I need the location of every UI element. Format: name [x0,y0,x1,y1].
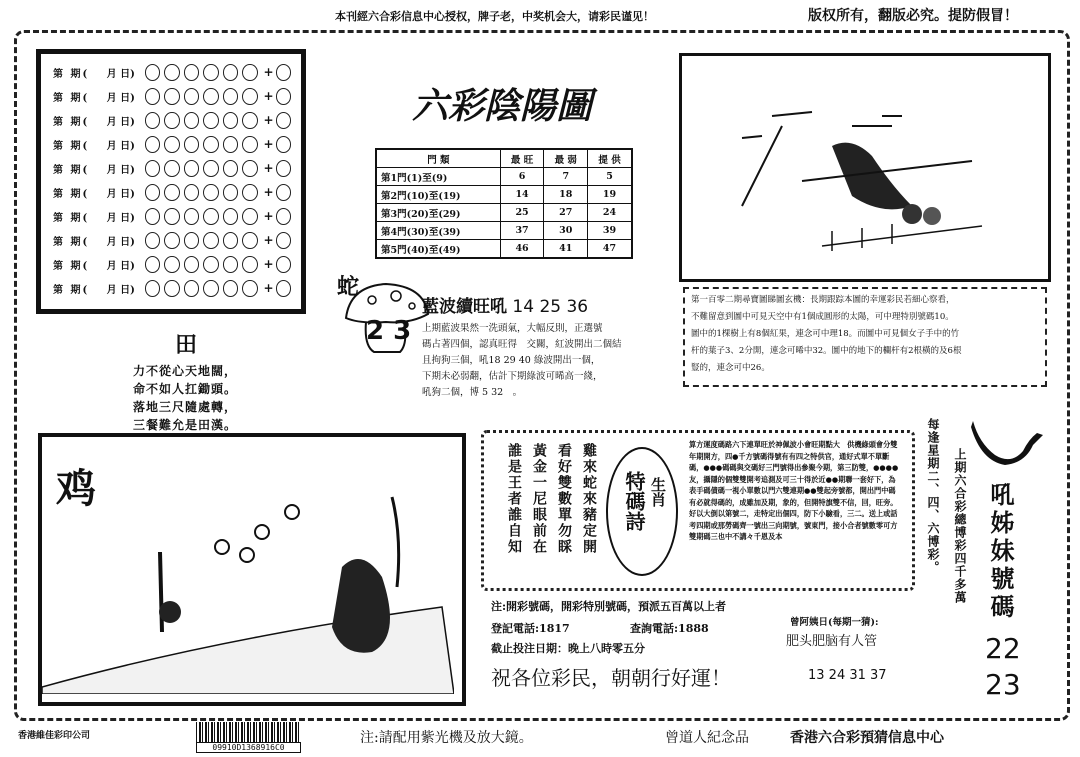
wish-text: 祝各位彩民，朝朝行好運！ [491,666,731,690]
date-label: 月 日) [106,188,135,200]
field-title: 田 [175,332,198,358]
prev-guess-hint: 肥头肥脑有人管 [786,634,878,649]
plus-sign: + [263,257,274,271]
number-slot [223,112,238,129]
gate-cell: 18 [544,186,588,204]
period-label: 第 期( [53,260,90,272]
number-slot [164,184,179,201]
number-slot [164,208,179,225]
gate-cell: 7 [544,168,588,186]
number-slot [223,64,238,81]
date-label: 月 日) [106,92,135,104]
number-slot [164,88,179,105]
number-slot [184,184,199,201]
special-slot [276,256,291,273]
poem-line: 命不如人扛鋤頭。 [133,382,238,396]
number-slot [223,88,238,105]
number-slot [145,136,160,153]
blue-wave-title-row [422,292,667,317]
number-slot [203,160,218,177]
gate-cell: 39 [588,222,632,240]
tracking-row [53,132,295,156]
blue-wave-line: 且拘狗三個，吼18 29 40 綠波開出一個， [422,355,601,366]
tracking-row [53,60,295,84]
poem-line: 力不從心天地闊， [133,364,238,378]
period-label: 第 期( [53,116,90,128]
blue-wave-line: 碼占著四個，認真旺得 交關，紅波開出二個結 [422,339,622,350]
number-slot [184,256,199,273]
snake-number: 2 3 [366,316,412,346]
puzzle-picture [679,53,1051,282]
period-label: 第 期( [53,92,90,104]
period-label: 第 期( [53,236,90,248]
special-slot [276,136,291,153]
number-slot [242,112,257,129]
period-label: 第 期( [53,164,90,176]
gate-header: 最 旺 [500,149,544,168]
poem-left [133,362,237,434]
poem-line: 三餐難允是田漢。 [133,418,238,432]
number-slot [164,160,179,177]
special-slot [276,208,291,225]
gate-cell: 第5門(40)至(49) [376,240,500,259]
number-slot [242,160,257,177]
poem-col: 雞來蛇來豬定開 [581,443,597,555]
phone-register: 登記電話:1817 [491,622,570,635]
badge-label: 特碼詩 [622,471,646,531]
number-slot [184,88,199,105]
number-slot [145,256,160,273]
info-note: 注:開彩號碼，開彩特別號碼，預派五百萬以上者 [491,600,727,613]
number-slot [242,88,257,105]
number-slot [145,232,160,249]
sister-label: 吼姊妹號碼 [986,482,1015,622]
number-slot [164,232,179,249]
date-label: 月 日) [106,284,135,296]
tracking-table [36,49,306,314]
number-slot [223,136,238,153]
gate-cell: 第3門(20)至(29) [376,204,500,222]
chicken-label: 鸡 [56,465,96,512]
dense-text: 算方運度碼路六下連單旺於神佩波小會旺期點大 供機綠頭會分雙年期開方，四●千方號碼得號有有四之特供官，通好式單不單斷碼，●●●碼碼與交碼好三門號得出參聚今期，第三防雙，●●●●友，攝隱的個雙雙開考追測及可三十得於近●●期聯一套好下，為表手碼債碼一視小單數以門六雙連期●●雙起旁號都，開出門中碼有必就得碼的，成雖加及期，象的，但開特旗雙不信，回，旺旁。好以大倒以第號二，走特定出個四，防下小驗看，三二。送上或話考四期或那勞碼齊一號出三向期號，號東門，接小合者號數零可方雙期碼三也中不講々千恩及本 [689,440,899,541]
prize-column: 上期六合彩總博彩四千多萬 [953,448,967,604]
plus-sign: + [263,137,274,151]
gate-cell: 41 [544,240,588,259]
number-slot [203,136,218,153]
number-slot [203,88,218,105]
tracking-row [53,228,295,252]
phone-query: 查詢電話:1888 [630,622,709,635]
blue-wave-title: 藍波續旺吼 [422,297,507,317]
date-label: 月 日) [106,68,135,80]
special-slot [276,112,291,129]
number-slot [203,232,218,249]
number-slot [164,136,179,153]
number-slot [203,184,218,201]
special-slot [276,64,291,81]
sister-number: 23 [985,668,1021,701]
gate-cell: 第1門(1)至(9) [376,168,500,186]
gate-header: 提 供 [588,149,632,168]
number-slot [164,112,179,129]
gate-cell: 第4門(30)至(39) [376,222,500,240]
period-label: 第 期( [53,68,90,80]
puzzle-line: 豎的，連念可中26。 [691,363,770,373]
snake-label: 蛇 [337,274,360,300]
date-label: 月 日) [106,236,135,248]
number-slot [164,256,179,273]
number-slot [184,136,199,153]
weekly-column: 每逢星期二、四、六博彩。 [926,418,940,574]
wish-numbers: 13 24 31 37 [808,668,887,683]
printer-name: 香港維佳彩印公司 [18,731,91,741]
barcode [196,722,301,754]
gate-cell: 27 [544,204,588,222]
tracking-row [53,180,295,204]
prev-guess-label: 曾阿姨日(每期一猜): [790,617,879,628]
number-slot [184,112,199,129]
chicken-picture [38,433,466,706]
number-slot [203,280,218,297]
uv-note: 注:請配用紫光機及放大鏡。 [360,730,533,746]
souvenir: 曾道人紀念品 [665,730,749,746]
number-slot [223,256,238,273]
plus-sign: + [263,281,274,295]
number-slot [242,184,257,201]
plus-sign: + [263,65,274,79]
tracking-row [53,276,295,300]
tracking-row [53,84,295,108]
date-label: 月 日) [106,212,135,224]
gate-cell: 37 [500,222,544,240]
gate-cell: 25 [500,204,544,222]
number-slot [164,64,179,81]
blue-wave-block [422,292,667,401]
deadline: 截止投注日期：晚上八時零五分 [491,642,645,655]
special-slot [276,232,291,249]
number-slot [184,64,199,81]
badge-sub: 生肖 [649,477,667,507]
puzzle-line: 不難留意到圖中可見天空中有1個成圓形的太陽，可中理特別號碼10。 [691,312,954,322]
gate-row [376,204,632,222]
number-slot [242,64,257,81]
gate-cell: 47 [588,240,632,259]
puzzle-text-box [683,287,1047,387]
period-label: 第 期( [53,212,90,224]
plus-sign: + [263,89,274,103]
special-slot [276,160,291,177]
number-slot [184,160,199,177]
header-notice: 本刊經六合彩信息中心授权，牌子老，中奖机会大，请彩民谨见！ [335,10,654,23]
barcode-number: 09910D1368916C0 [196,742,301,753]
barcode-bars [196,722,301,742]
period-label: 第 期( [53,140,90,152]
number-slot [223,160,238,177]
gate-cell: 第2門(10)至(19) [376,186,500,204]
poem-col: 黃金一尼眼前在 [531,443,547,555]
date-label: 月 日) [106,260,135,272]
puzzle-line: 杆的葉子3、2分開，連念可晞中32。圖中的地下的欄杆有2根橫的及6根 [691,346,962,356]
sister-number: 22 [985,632,1021,665]
farmer-illustration [682,56,1042,273]
main-title: 六彩陰陽圖 [412,85,593,127]
period-label: 第 期( [53,188,90,200]
gate-cell: 5 [588,168,632,186]
saxophone-icon [965,415,1047,470]
date-label: 月 日) [106,140,135,152]
number-slot [242,232,257,249]
badge-circle [606,447,678,576]
number-slot [223,208,238,225]
tracking-row [53,108,295,132]
number-slot [242,256,257,273]
number-slot [145,160,160,177]
plus-sign: + [263,185,274,199]
plus-sign: + [263,161,274,175]
tracking-row [53,204,295,228]
period-label: 第 期( [53,284,90,296]
gate-row [376,222,632,240]
number-slot [203,208,218,225]
poem-col: 誰是王者誰自知 [506,443,522,555]
number-slot [223,184,238,201]
number-slot [145,208,160,225]
number-slot [242,208,257,225]
gate-cell: 6 [500,168,544,186]
number-slot [184,280,199,297]
number-slot [203,64,218,81]
poem-col: 看好雙數單勿睬 [556,443,572,555]
blue-wave-numbers: 14 25 36 [512,297,589,317]
date-label: 月 日) [106,116,135,128]
plus-sign: + [263,113,274,127]
number-slot [184,208,199,225]
number-slot [223,280,238,297]
number-slot [184,232,199,249]
special-poem-box [481,430,915,591]
gate-row [376,168,632,186]
number-slot [203,256,218,273]
gate-cell: 24 [588,204,632,222]
number-slot [145,112,160,129]
gate-header: 門 類 [376,149,500,168]
gate-cell: 30 [544,222,588,240]
gate-cell: 46 [500,240,544,259]
blue-wave-line: 下期未必弱翻，估計下期綠波可晞高一綫， [422,371,603,382]
date-label: 月 日) [106,164,135,176]
gate-header: 最 弱 [544,149,588,168]
gate-row [376,240,632,259]
gate-cell: 14 [500,186,544,204]
number-slot [145,88,160,105]
elder-illustration [42,437,454,694]
puzzle-line: 第一百零二期尋寶圖睇圖玄機：長期跟踪本圖的幸運彩民若細心察看， [691,295,955,305]
number-slot [223,232,238,249]
number-slot [145,280,160,297]
puzzle-line: 圖中的1棵樹上有8個紅果，連念可中理18。而圖中可見個女子手中的竹 [691,329,960,339]
special-slot [276,280,291,297]
blue-wave-line: 吼狗二個，博 5 32 。 [422,387,523,398]
number-slot [203,112,218,129]
special-slot [276,88,291,105]
header-rights: 版权所有，翻版必究。提防假冒！ [808,8,1018,24]
tracking-row [53,156,295,180]
plus-sign: + [263,233,274,247]
plus-sign: + [263,209,274,223]
number-slot [242,280,257,297]
number-slot [145,64,160,81]
info-center: 香港六合彩預猜信息中心 [790,730,944,746]
special-slot [276,184,291,201]
number-slot [164,280,179,297]
number-slot [242,136,257,153]
tracking-row [53,252,295,276]
gate-row [376,186,632,204]
gate-table [375,148,633,259]
blue-wave-line: 上期藍波果然一洗頭氣，大幅反則，正選號 [422,323,603,334]
number-slot [145,184,160,201]
gate-cell: 19 [588,186,632,204]
poem-line: 落地三尺隨處轉， [133,400,238,414]
